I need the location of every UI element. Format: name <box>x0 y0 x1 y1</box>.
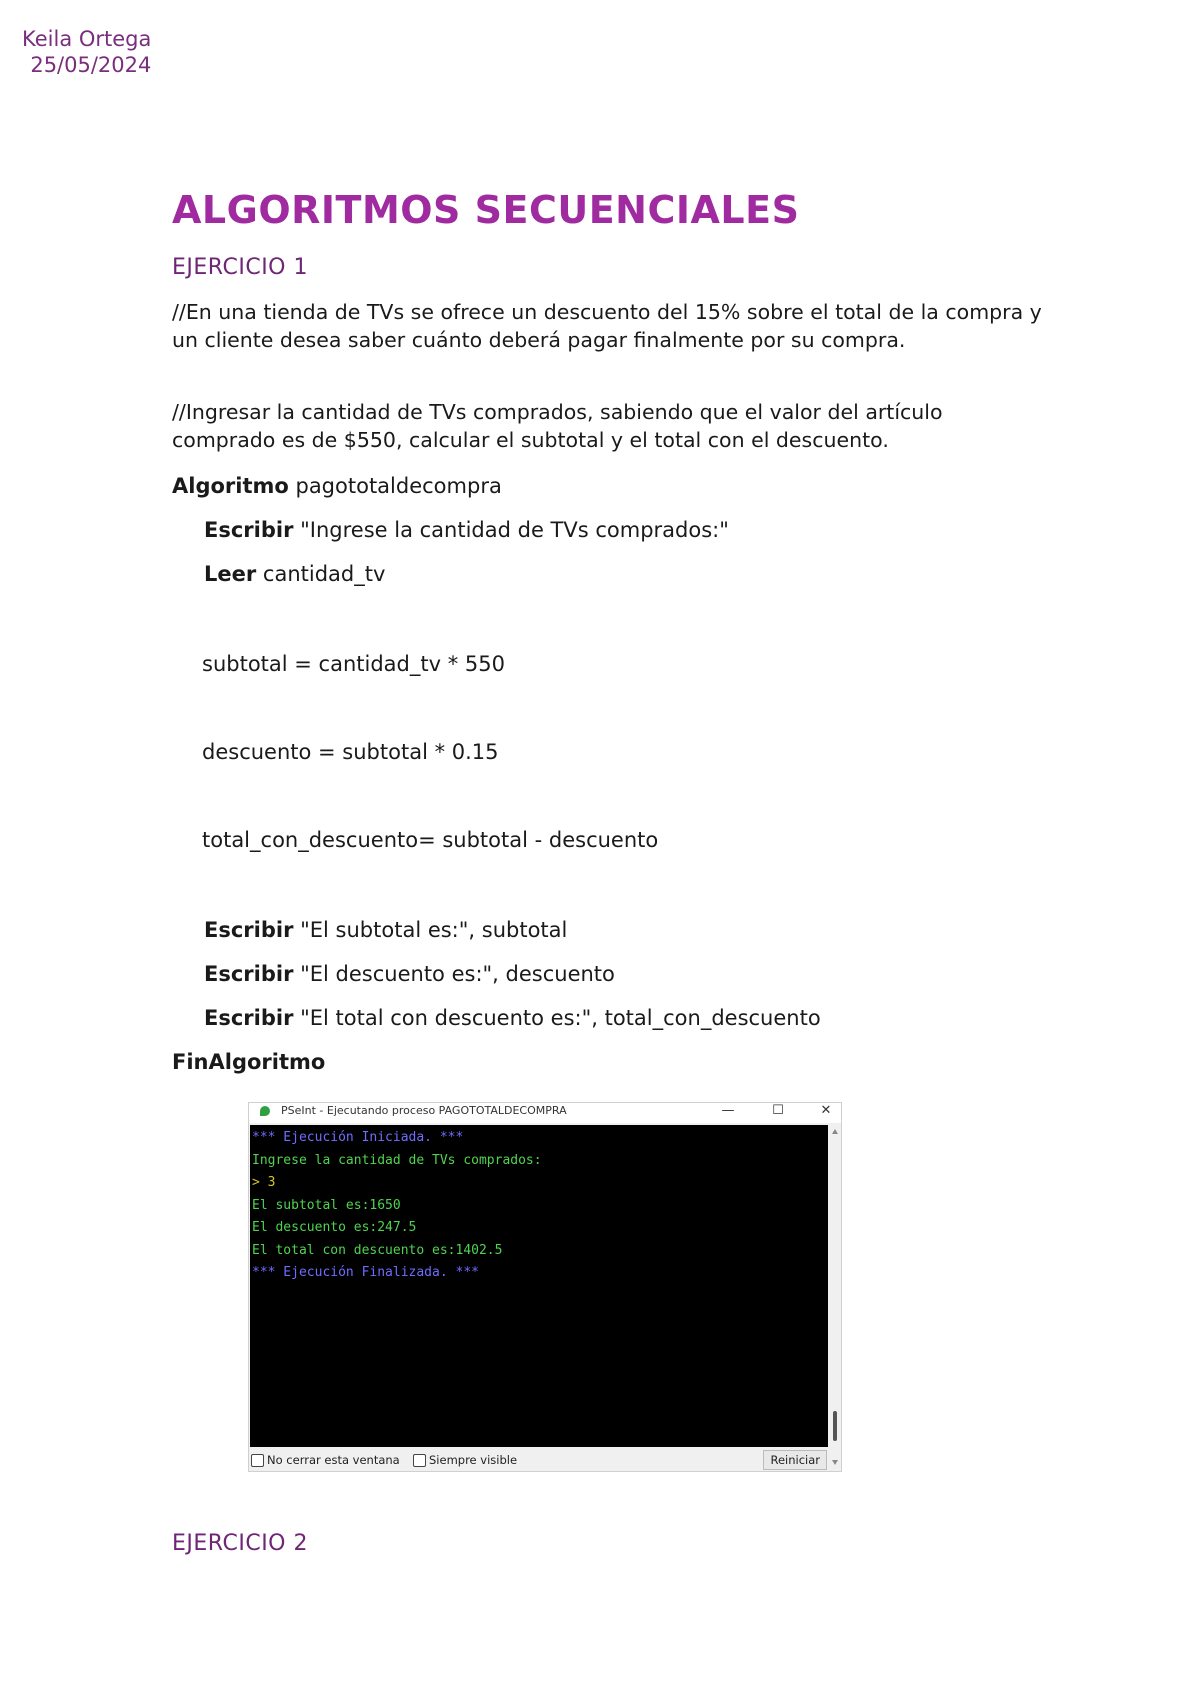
restart-button[interactable]: Reiniciar <box>763 1450 827 1470</box>
always-visible-checkbox[interactable] <box>413 1454 426 1467</box>
exercise-1-heading: EJERCICIO 1 <box>172 255 308 280</box>
write-subtotal-text: "El subtotal es:", subtotal <box>293 918 568 942</box>
keyword-algoritmo: Algoritmo <box>172 474 289 498</box>
write-total-text: "El total con descuento es:", total_con_descuento <box>293 1006 821 1030</box>
pseint-terminal-window <box>248 1102 842 1472</box>
code-line-subtotal: subtotal = cantidad_tv * 550 <box>202 652 505 676</box>
code-line-algoritmo <box>172 472 502 500</box>
pseint-logo-icon <box>260 1106 270 1116</box>
terminal-window-title: PSeInt - Ejecutando proceso PAGOTOTALDECOMPRA <box>281 1104 567 1117</box>
keyword-escribir: Escribir <box>204 918 294 942</box>
terminal-line-start: *** Ejecución Iniciada. *** <box>252 1130 464 1145</box>
close-button[interactable]: ✕ <box>820 1103 832 1118</box>
code-line-write-subtotal <box>204 916 567 944</box>
keep-open-checkbox[interactable] <box>251 1454 264 1467</box>
read-variable-text: cantidad_tv <box>256 562 386 586</box>
terminal-footer <box>249 1449 841 1471</box>
algorithm-name: pagototaldecompra <box>288 474 502 498</box>
code-line-descuento: descuento = subtotal * 0.15 <box>202 740 499 764</box>
keep-open-label: No cerrar esta ventana <box>267 1453 400 1467</box>
code-line-read <box>204 560 385 588</box>
terminal-line-total: El total con descuento es:1402.5 <box>252 1242 503 1258</box>
keyword-escribir: Escribir <box>204 518 294 542</box>
terminal-output <box>250 1125 828 1447</box>
terminal-line-end: *** Ejecución Finalizada. *** <box>252 1265 479 1280</box>
page-title: ALGORITMOS SECUENCIALES <box>172 188 800 232</box>
code-line-write-total <box>204 1004 821 1032</box>
scroll-up-icon[interactable] <box>832 1129 838 1134</box>
code-line-finalgoritmo <box>172 1048 325 1076</box>
code-line-total: total_con_descuento= subtotal - descuento <box>202 828 659 852</box>
terminal-line-input: > 3 <box>252 1175 276 1190</box>
keyword-escribir: Escribir <box>204 1006 294 1030</box>
author-block <box>22 26 151 78</box>
code-line-write-prompt <box>204 516 729 544</box>
code-line-write-descuento <box>204 960 615 988</box>
terminal-titlebar <box>249 1103 841 1123</box>
exercise-1-description: //En una tienda de TVs se ofrece un descuento del 15% sobre el total de la compra y un cliente desea saber cuánto deberá pagar finalmente por su compra. <box>172 300 1042 352</box>
keyword-leer: Leer <box>204 562 257 586</box>
minimize-button[interactable]: — <box>721 1103 735 1118</box>
keyword-finalgoritmo: FinAlgoritmo <box>172 1050 326 1074</box>
scroll-thumb[interactable] <box>833 1411 837 1441</box>
write-descuento-text: "El descuento es:", descuento <box>293 962 615 986</box>
keyword-escribir: Escribir <box>204 962 294 986</box>
terminal-line-subtotal: El subtotal es:1650 <box>252 1197 401 1213</box>
author-name: Keila Ortega <box>22 27 152 51</box>
exercise-1-instructions: //Ingresar la cantidad de TVs comprados, sabiendo que el valor del artículo comprado es de $550, calcular el subtotal y el total con el descuento. <box>172 400 943 452</box>
author-date: 25/05/2024 <box>30 53 152 77</box>
terminal-line-prompt: Ingrese la cantidad de TVs comprados: <box>252 1152 542 1168</box>
maximize-button[interactable]: ☐ <box>772 1103 784 1118</box>
write-prompt-text: "Ingrese la cantidad de TVs comprados:" <box>293 518 729 542</box>
always-visible-label: Siempre visible <box>429 1453 518 1467</box>
terminal-line-descuento: El descuento es:247.5 <box>252 1220 417 1235</box>
exercise-2-heading: EJERCICIO 2 <box>172 1531 308 1556</box>
terminal-scrollbar[interactable] <box>830 1125 840 1447</box>
